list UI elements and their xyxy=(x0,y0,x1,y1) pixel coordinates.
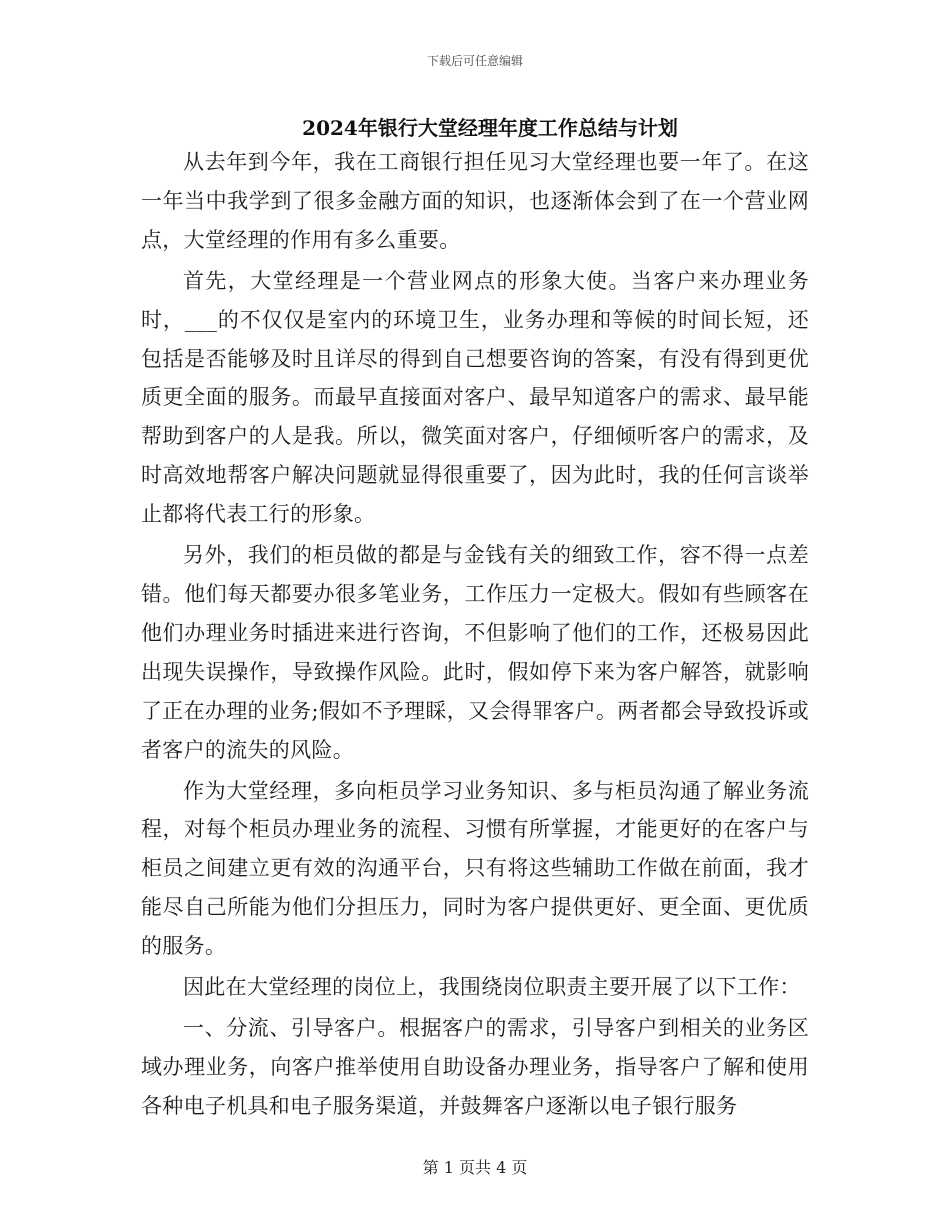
document-body xyxy=(141,143,809,1128)
paragraph-6: 一、分流、引导客户。根据客户的需求，引导客户到相关的业务区域办理业务，向客户推举使用自助设备办理业务，指导客户了解和使用各种电子机具和电子服务渠道，并鼓舞客户逐渐以电子银行服务 xyxy=(141,1015,809,1118)
paragraph-3: 另外，我们的柜员做的都是与金钱有关的细致工作，容不得一点差错。他们每天都要办很多笔业务，工作压力一定极大。假如有些顾客在他们办理业务时插进来进行咨询，不但影响了他们的工作，还极易因此出现失误操作，导致操作风险。此时，假如停下来为客户解答，就影响了正在办理的业务;假如不予理睬，又会得罪客户。两者都会导致投诉或者客户的流失的风险。 xyxy=(141,543,809,762)
paragraph-5: 因此在大堂经理的岗位上，我围绕岗位职责主要开展了以下工作： xyxy=(183,975,801,1000)
page-header-note: 下载后可任意编辑 xyxy=(426,54,523,68)
paragraph-2: 首先，大堂经理是一个营业网点的形象大使。当客户来办理业务时，___的不仅仅是室内的环境卫生，业务办理和等候的时间长短，还包括是否能够及时且详尽的得到自己想要咨询的答案，有没有得到更优质更全面的服务。而最早直接面对客户、最早知道客户的需求、最早能帮助到客户的人是我。所以，微笑面对客户，仔细倾听客户的需求，及时高效地帮客户解决问题就显得很重要了，因为此时，我的任何言谈举止都将代表工行的形象。 xyxy=(141,268,809,527)
document-title: 2024年银行大堂经理年度工作总结与计划 xyxy=(302,116,678,140)
paragraph-4: 作为大堂经理，多向柜员学习业务知识、多与柜员沟通了解业务流程，对每个柜员办理业务的流程、习惯有所掌握，才能更好的在客户与柜员之间建立更有效的沟通平台，只有将这些辅助工作做在前面，我才能尽自己所能为他们分担压力，同时为客户提供更好、更全面、更优质的服务。 xyxy=(141,778,809,959)
paragraph-1: 从去年到今年，我在工商银行担任见习大堂经理也要一年了。在这一年当中我学到了很多金融方面的知识，也逐渐体会到了在一个营业网点，大堂经理的作用有多么重要。 xyxy=(141,150,809,252)
page-number-footer: 第 1 页共 4 页 xyxy=(422,1158,528,1177)
